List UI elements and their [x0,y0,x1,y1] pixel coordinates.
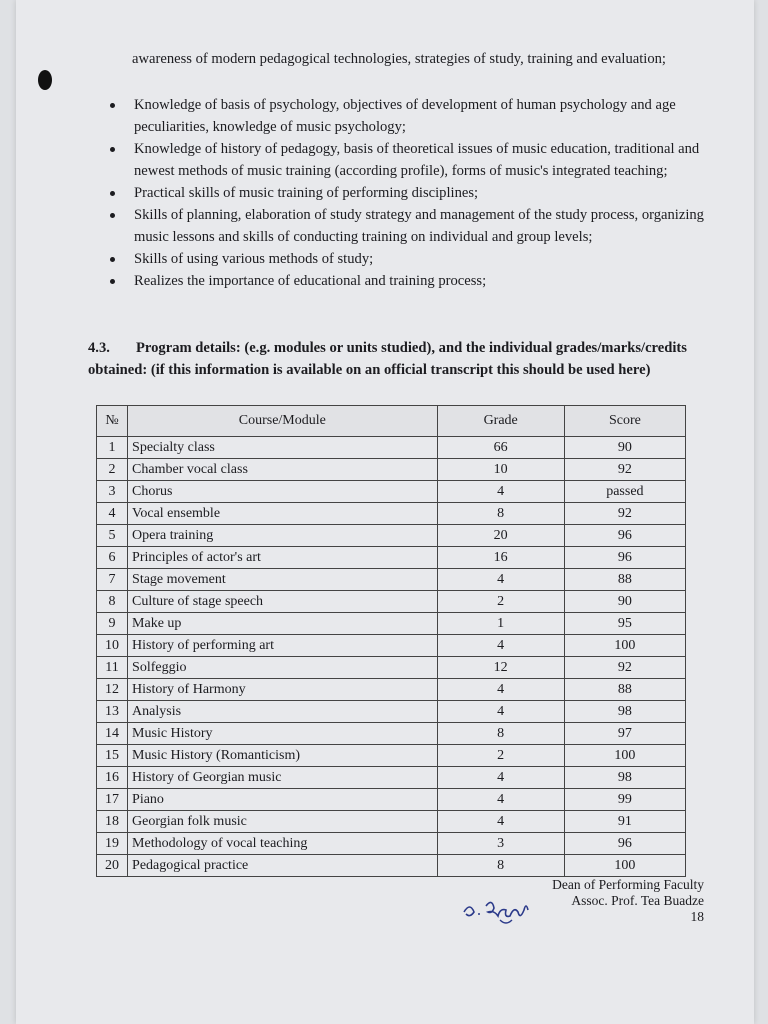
grade-cell: 66 [437,437,564,459]
table-row [97,547,686,569]
score-cell: passed [564,481,685,503]
grade-cell: 4 [437,481,564,503]
score-cell: 96 [564,547,685,569]
score-cell: 95 [564,613,685,635]
punch-hole [38,70,52,90]
table-row [97,833,686,855]
row-number: 15 [97,745,128,767]
score-cell: 92 [564,657,685,679]
table-row [97,459,686,481]
section-text: Program details: (e.g. modules or units studied), and the individual grades/marks/credits obtained: (if this information is available on an official transcript this should be used here) [88,340,687,378]
course-name: Culture of stage speech [128,591,438,613]
list-item: Realizes the importance of educational and training process; [106,270,712,292]
header-course: Course/Module [128,406,438,437]
bullet-icon [110,103,115,108]
score-cell: 98 [564,701,685,723]
table-row [97,657,686,679]
grade-cell: 8 [437,723,564,745]
row-number: 2 [97,459,128,481]
bullet-icon [110,279,115,284]
table-row [97,767,686,789]
score-cell: 92 [564,503,685,525]
section-number: 4.3. [88,340,110,356]
score-cell: 100 [564,635,685,657]
header-number: № [97,406,128,437]
score-cell: 97 [564,723,685,745]
score-cell: 92 [564,459,685,481]
score-cell: 91 [564,811,685,833]
course-name: Georgian folk music [128,811,438,833]
grade-cell: 16 [437,547,564,569]
row-number: 9 [97,613,128,635]
score-cell: 100 [564,855,685,877]
course-name: Piano [128,789,438,811]
list-item: Knowledge of basis of psychology, objectives of development of human psychology and age peculiarities, knowledge of music psychology; [106,94,712,138]
course-name: History of Harmony [128,679,438,701]
continued-text: awareness of modern pedagogical technologies, strategies of study, training and evaluation; [132,51,666,67]
table-row [97,855,686,877]
row-number: 3 [97,481,128,503]
grade-cell: 12 [437,657,564,679]
section-heading [88,337,708,381]
row-number: 20 [97,855,128,877]
grade-cell: 8 [437,503,564,525]
score-cell: 99 [564,789,685,811]
bullet-icon [110,213,115,218]
course-name: Opera training [128,525,438,547]
course-name: Analysis [128,701,438,723]
list-item: Practical skills of music training of performing disciplines; [106,182,712,204]
table-row [97,437,686,459]
score-cell: 98 [564,767,685,789]
table-header-row [97,406,686,437]
grade-cell: 2 [437,591,564,613]
score-cell: 90 [564,437,685,459]
grade-cell: 4 [437,789,564,811]
header-grade: Grade [437,406,564,437]
row-number: 19 [97,833,128,855]
row-number: 17 [97,789,128,811]
course-name: History of Georgian music [128,767,438,789]
course-name: Vocal ensemble [128,503,438,525]
table-row [97,723,686,745]
score-cell: 100 [564,745,685,767]
page-number: 18 [690,909,704,924]
course-name: Solfeggio [128,657,438,679]
course-name: Music History [128,723,438,745]
table-row [97,701,686,723]
grade-cell: 2 [437,745,564,767]
grade-cell: 4 [437,701,564,723]
row-number: 7 [97,569,128,591]
row-number: 12 [97,679,128,701]
table-row [97,811,686,833]
bullet-icon [110,147,115,152]
course-name: Stage movement [128,569,438,591]
row-number: 4 [97,503,128,525]
course-name: Make up [128,613,438,635]
row-number: 6 [97,547,128,569]
grades-table [96,405,686,877]
handwritten-signature [460,890,540,930]
course-name: Music History (Romanticism) [128,745,438,767]
course-name: Chorus [128,481,438,503]
row-number: 14 [97,723,128,745]
grade-cell: 3 [437,833,564,855]
grade-cell: 8 [437,855,564,877]
course-name: Methodology of vocal teaching [128,833,438,855]
grade-cell: 4 [437,569,564,591]
list-item: Skills of using various methods of study; [106,248,712,270]
table-row [97,679,686,701]
grade-cell: 4 [437,767,564,789]
table-row [97,503,686,525]
signature-block [552,877,704,925]
score-cell: 88 [564,569,685,591]
course-name: Principles of actor's art [128,547,438,569]
row-number: 16 [97,767,128,789]
row-number: 13 [97,701,128,723]
grade-cell: 1 [437,613,564,635]
row-number: 10 [97,635,128,657]
table-row [97,525,686,547]
signer-title: Dean of Performing Faculty [552,877,704,892]
list-item: Skills of planning, elaboration of study strategy and management of the study process, organizing music lessons and skills of conducting training on individual and group levels; [106,204,712,248]
score-cell: 96 [564,833,685,855]
signer-name: Assoc. Prof. Tea Buadze [571,893,704,908]
grade-cell: 10 [437,459,564,481]
course-name: Specialty class [128,437,438,459]
score-cell: 90 [564,591,685,613]
row-number: 5 [97,525,128,547]
table-row [97,481,686,503]
table-row [97,591,686,613]
bullet-icon [110,257,115,262]
grade-cell: 20 [437,525,564,547]
grade-cell: 4 [437,811,564,833]
table-row [97,789,686,811]
header-score: Score [564,406,685,437]
score-cell: 96 [564,525,685,547]
grade-cell: 4 [437,635,564,657]
row-number: 8 [97,591,128,613]
table-row [97,635,686,657]
course-name: Chamber vocal class [128,459,438,481]
row-number: 18 [97,811,128,833]
row-number: 11 [97,657,128,679]
table-row [97,569,686,591]
bullet-icon [110,191,115,196]
course-name: Pedagogical practice [128,855,438,877]
row-number: 1 [97,437,128,459]
table-row [97,613,686,635]
score-cell: 88 [564,679,685,701]
course-name: History of performing art [128,635,438,657]
list-item: Knowledge of history of pedagogy, basis of theoretical issues of music education, traditional and newest methods of music training (according profile), forms of music's integrated teaching; [106,138,712,182]
grade-cell: 4 [437,679,564,701]
competency-list [106,94,712,292]
table-row [97,745,686,767]
